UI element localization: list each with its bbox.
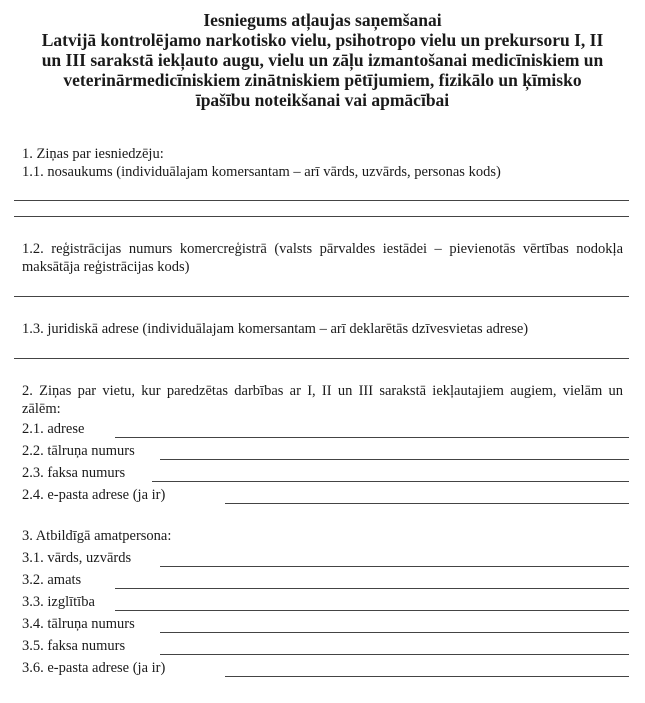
field-3-2-input[interactable] (115, 588, 629, 589)
field-3-2-label: 3.2. amats (22, 572, 82, 588)
title-line-5: īpašību noteikšanai vai apmācībai (195, 90, 450, 110)
field-2-4-input[interactable] (225, 503, 629, 504)
field-2-2-input[interactable] (160, 459, 629, 460)
field-2-1-label: 2.1. adrese (22, 421, 85, 437)
field-2-2-label: 2.2. tālruņa numurs (22, 443, 135, 459)
title-line-1: Iesniegums atļaujas saņemšanai (203, 10, 442, 30)
field-1-1-line-2[interactable] (14, 216, 629, 217)
title-line-3: un III sarakstā iekļauto augu, vielu un zāļu izmantošanai medicīniskiem un (41, 50, 604, 70)
field-3-3-input[interactable] (115, 610, 629, 611)
field-2-3-input[interactable] (152, 481, 629, 482)
form-title (14, 10, 631, 110)
field-3-5-input[interactable] (160, 654, 629, 655)
section-3-heading: 3. Atbildīgā amatpersona: (22, 528, 172, 544)
field-1-1-line-1[interactable] (14, 200, 629, 201)
title-line-2: Latvijā kontrolējamo narkotisko vielu, psihotropo vielu un prekursoru I, II (41, 30, 604, 50)
field-1-3-line[interactable] (14, 358, 629, 359)
field-2-1-input[interactable] (115, 437, 629, 438)
section-2-heading: 2. Ziņas par vietu, kur paredzētas darbības ar I, II un III sarakstā iekļautajiem augiem, vielām un zālēm: (22, 383, 623, 417)
field-3-5-label: 3.5. faksa numurs (22, 638, 126, 654)
field-3-4-input[interactable] (160, 632, 629, 633)
field-1-2-label: 1.2. reģistrācijas numurs komercreģistrā (valsts pārvaldes iestādei – pievienotās vērtības nodokļa maksātāja reģistrācijas kods) (22, 241, 623, 275)
section-1-heading: 1. Ziņas par iesniedzēju: (22, 146, 164, 162)
field-3-3-label: 3.3. izglītība (22, 594, 95, 610)
field-2-4-label: 2.4. e-pasta adrese (ja ir) (22, 487, 166, 503)
field-3-1-input[interactable] (160, 566, 629, 567)
field-3-4-label: 3.4. tālruņa numurs (22, 616, 135, 632)
field-3-1-label: 3.1. vārds, uzvārds (22, 550, 132, 566)
field-1-2-line[interactable] (14, 296, 629, 297)
field-1-1-label: 1.1. nosaukums (individuālajam komersantam – arī vārds, uzvārds, personas kods) (22, 164, 501, 180)
title-line-4: veterinārmedicīniskiem zinātniskiem pētījumiem, fizikālo un ķīmisko (63, 70, 582, 90)
field-3-6-input[interactable] (225, 676, 629, 677)
field-2-3-label: 2.3. faksa numurs (22, 465, 126, 481)
field-3-6-label: 3.6. e-pasta adrese (ja ir) (22, 660, 166, 676)
field-1-3-label: 1.3. juridiskā adrese (individuālajam komersantam – arī deklarētās dzīvesvietas adrese) (22, 321, 529, 337)
